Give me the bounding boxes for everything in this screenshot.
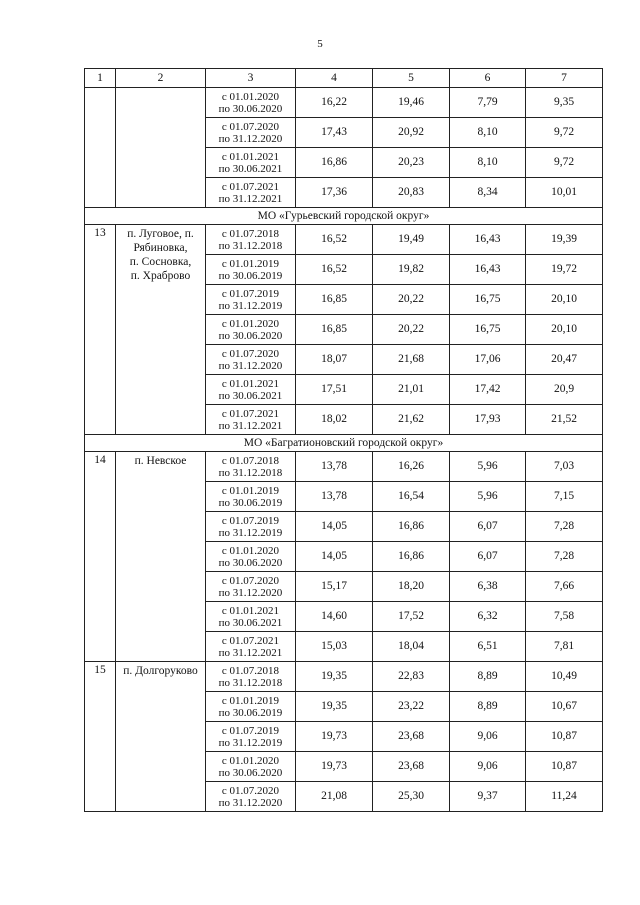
tariff-value-cell: 8,34 [450,178,526,208]
tariff-value-cell: 19,73 [296,752,373,782]
locality-name [116,225,206,435]
tariff-value-cell: 17,36 [296,178,373,208]
locality-name [116,88,206,208]
period-cell [206,452,296,482]
tariff-value-cell: 7,66 [526,572,603,602]
tariff-value-cell: 7,58 [526,602,603,632]
tariff-value-cell: 25,30 [373,782,450,812]
tariff-value-cell: 17,93 [450,405,526,435]
column-header: 2 [116,69,206,88]
entry-number: 14 [85,452,116,662]
tariff-value-cell: 20,9 [526,375,603,405]
period-line: по 30.06.2019 [218,269,283,282]
tariff-value-cell: 11,24 [526,782,603,812]
tariff-value-cell: 16,54 [373,482,450,512]
period-line: с 01.07.2020 [221,120,280,133]
tariff-table [84,68,603,812]
tariff-value-cell: 10,67 [526,692,603,722]
tariff-value-cell: 6,07 [450,512,526,542]
tariff-value-cell: 16,22 [296,88,373,118]
period-cell [206,118,296,148]
period-line: с 01.07.2020 [221,574,280,587]
period-line: с 01.01.2020 [221,90,280,103]
locality-name [116,662,206,812]
period-line: по 30.06.2019 [218,496,283,509]
table-row [85,88,603,118]
tariff-value-cell: 18,20 [373,572,450,602]
page-number: 5 [317,38,323,50]
tariff-value-cell: 5,96 [450,452,526,482]
tariff-value-cell: 19,46 [373,88,450,118]
period-line: с 01.01.2020 [221,754,280,767]
period-line: по 30.06.2020 [218,329,283,342]
section-header-row [85,435,603,452]
tariff-value-cell: 9,72 [526,148,603,178]
tariff-value-cell: 16,43 [450,225,526,255]
tariff-value-cell: 16,85 [296,285,373,315]
period-line: по 31.12.2020 [218,586,283,599]
tariff-value-cell: 9,37 [450,782,526,812]
entry-number [85,88,116,208]
section-title: МО «Багратионовский городской округ» [85,435,603,452]
period-line: с 01.01.2021 [221,150,280,163]
period-line: с 01.01.2019 [221,484,280,497]
tariff-value-cell: 23,68 [373,752,450,782]
tariff-value-cell: 16,75 [450,315,526,345]
tariff-value-cell: 8,10 [450,148,526,178]
locality-line: п. Невское [134,455,187,467]
period-line: по 31.12.2020 [218,796,283,809]
tariff-value-cell: 7,28 [526,512,603,542]
locality-line: п. Сосновка, [129,256,192,268]
tariff-value-cell: 18,04 [373,632,450,662]
period-cell [206,782,296,812]
tariff-value-cell: 20,47 [526,345,603,375]
tariff-value-cell: 13,78 [296,452,373,482]
period-line: с 01.01.2020 [221,317,280,330]
period-cell [206,662,296,692]
period-line: по 31.12.2020 [218,132,283,145]
table-row [85,452,603,482]
tariff-value-cell: 6,07 [450,542,526,572]
entry-number: 15 [85,662,116,812]
period-cell [206,178,296,208]
tariff-value-cell: 6,38 [450,572,526,602]
tariff-value-cell: 20,10 [526,315,603,345]
tariff-value-cell: 16,86 [373,542,450,572]
tariff-value-cell: 19,82 [373,255,450,285]
period-cell [206,148,296,178]
period-cell [206,482,296,512]
tariff-value-cell: 20,83 [373,178,450,208]
period-line: с 01.07.2021 [221,180,280,193]
tariff-value-cell: 19,73 [296,722,373,752]
period-line: по 30.06.2020 [218,556,283,569]
period-line: с 01.07.2019 [221,724,280,737]
tariff-value-cell: 19,35 [296,662,373,692]
tariff-value-cell: 17,43 [296,118,373,148]
locality-line: п. Луговое, п. [127,228,194,240]
tariff-value-cell: 16,52 [296,255,373,285]
period-line: с 01.07.2020 [221,784,280,797]
tariff-value-cell: 10,87 [526,752,603,782]
locality-line: п. Долгоруково [123,665,198,677]
tariff-value-cell: 16,85 [296,315,373,345]
tariff-value-cell: 9,06 [450,722,526,752]
tariff-value-cell: 17,42 [450,375,526,405]
tariff-value-cell: 20,10 [526,285,603,315]
tariff-value-cell: 13,78 [296,482,373,512]
column-header: 6 [450,69,526,88]
tariff-value-cell: 15,03 [296,632,373,662]
tariff-value-cell: 19,49 [373,225,450,255]
period-cell [206,255,296,285]
table-row [85,225,603,255]
column-header-row [85,69,603,88]
tariff-value-cell: 21,01 [373,375,450,405]
tariff-value-cell: 16,86 [296,148,373,178]
tariff-value-cell: 17,06 [450,345,526,375]
period-cell [206,722,296,752]
column-header: 1 [85,69,116,88]
tariff-value-cell: 18,02 [296,405,373,435]
column-header: 5 [373,69,450,88]
tariff-value-cell: 14,05 [296,512,373,542]
tariff-value-cell: 16,75 [450,285,526,315]
period-line: с 01.01.2021 [221,604,280,617]
tariff-value-cell: 21,52 [526,405,603,435]
tariff-value-cell: 8,89 [450,692,526,722]
period-line: по 31.12.2019 [218,736,283,749]
period-cell [206,285,296,315]
period-line: с 01.01.2019 [221,694,280,707]
tariff-value-cell: 18,07 [296,345,373,375]
tariff-value-cell: 7,15 [526,482,603,512]
tariff-value-cell: 9,06 [450,752,526,782]
period-line: по 31.12.2018 [218,239,283,252]
tariff-value-cell: 6,32 [450,602,526,632]
period-line: с 01.01.2019 [221,257,280,270]
period-line: с 01.07.2019 [221,514,280,527]
period-cell [206,752,296,782]
locality-line: п. Храброво [130,270,191,282]
period-line: по 31.12.2019 [218,299,283,312]
tariff-value-cell: 7,81 [526,632,603,662]
tariff-value-cell: 7,28 [526,542,603,572]
period-cell [206,315,296,345]
period-cell [206,572,296,602]
locality-line: Рябиновка, [133,242,188,254]
period-line: с 01.07.2019 [221,287,280,300]
period-line: с 01.07.2018 [221,664,280,677]
tariff-value-cell: 14,05 [296,542,373,572]
tariff-value-cell: 20,23 [373,148,450,178]
tariff-value-cell: 16,86 [373,512,450,542]
tariff-value-cell: 20,22 [373,315,450,345]
tariff-value-cell: 10,01 [526,178,603,208]
period-line: по 30.06.2020 [218,766,283,779]
period-line: по 31.12.2021 [218,192,283,205]
tariff-value-cell: 21,62 [373,405,450,435]
table-row [85,662,603,692]
tariff-value-cell: 21,68 [373,345,450,375]
column-header: 4 [296,69,373,88]
period-line: по 30.06.2020 [218,102,283,115]
tariff-value-cell: 10,87 [526,722,603,752]
period-cell [206,692,296,722]
tariff-value-cell: 19,35 [296,692,373,722]
entry-number: 13 [85,225,116,435]
column-header: 7 [526,69,603,88]
period-line: по 30.06.2021 [218,616,283,629]
period-line: с 01.07.2018 [221,227,280,240]
tariff-value-cell: 22,83 [373,662,450,692]
tariff-value-cell: 8,10 [450,118,526,148]
tariff-value-cell: 20,22 [373,285,450,315]
section-title: МО «Гурьевский городской округ» [85,208,603,225]
tariff-value-cell: 6,51 [450,632,526,662]
tariff-value-cell: 14,60 [296,602,373,632]
column-header: 3 [206,69,296,88]
period-line: с 01.07.2018 [221,454,280,467]
tariff-value-cell: 16,26 [373,452,450,482]
period-line: с 01.01.2020 [221,544,280,557]
tariff-value-cell: 16,43 [450,255,526,285]
tariff-value-cell: 7,03 [526,452,603,482]
period-line: с 01.07.2020 [221,347,280,360]
period-line: по 31.12.2018 [218,676,283,689]
tariff-value-cell: 5,96 [450,482,526,512]
period-line: с 01.01.2021 [221,377,280,390]
period-line: с 01.07.2021 [221,634,280,647]
tariff-value-cell: 20,92 [373,118,450,148]
tariff-value-cell: 7,79 [450,88,526,118]
locality-name [116,452,206,662]
tariff-value-cell: 9,35 [526,88,603,118]
period-line: по 30.06.2021 [218,389,283,402]
tariff-value-cell: 16,52 [296,225,373,255]
period-cell [206,375,296,405]
period-cell [206,632,296,662]
section-header-row [85,208,603,225]
period-line: по 31.12.2019 [218,526,283,539]
period-cell [206,88,296,118]
period-cell [206,225,296,255]
period-cell [206,512,296,542]
period-cell [206,345,296,375]
tariff-value-cell: 10,49 [526,662,603,692]
tariff-value-cell: 19,39 [526,225,603,255]
period-line: с 01.07.2021 [221,407,280,420]
period-line: по 30.06.2021 [218,162,283,175]
period-line: по 31.12.2021 [218,646,283,659]
period-line: по 31.12.2021 [218,419,283,432]
period-line: по 31.12.2018 [218,466,283,479]
period-line: по 31.12.2020 [218,359,283,372]
period-cell [206,405,296,435]
tariff-value-cell: 19,72 [526,255,603,285]
tariff-value-cell: 21,08 [296,782,373,812]
tariff-value-cell: 9,72 [526,118,603,148]
tariff-value-cell: 15,17 [296,572,373,602]
period-cell [206,602,296,632]
tariff-value-cell: 17,51 [296,375,373,405]
period-cell [206,542,296,572]
tariff-value-cell: 23,22 [373,692,450,722]
tariff-value-cell: 17,52 [373,602,450,632]
tariff-value-cell: 8,89 [450,662,526,692]
period-line: по 30.06.2019 [218,706,283,719]
tariff-value-cell: 23,68 [373,722,450,752]
